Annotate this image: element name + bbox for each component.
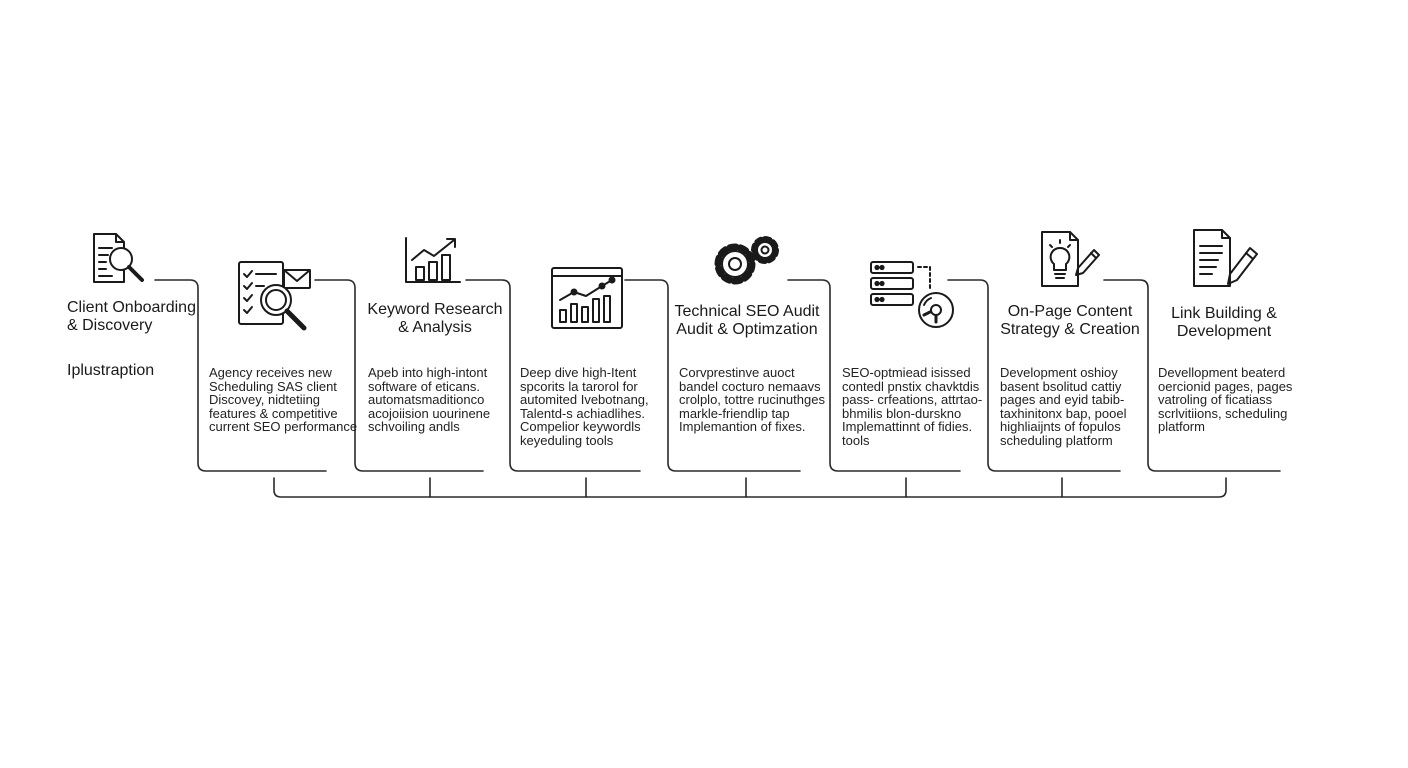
step-title-technical-seo: Technical SEO Audit Audit & Optimzation	[674, 303, 820, 338]
step-title-on-page-content: On-Page Content Strategy & Creation	[1000, 303, 1140, 338]
checklist-magnifier-icon	[236, 258, 314, 336]
analytics-dashboard-icon	[550, 266, 624, 330]
step-description-keyword-research: Apeb into high-intont software of eticans. automatsmaditionco acojoiision uourinene schvoiling andls	[368, 365, 491, 434]
step-title-keyword-research: Keyword Research & Analysis	[367, 301, 503, 336]
step-description-link-building: Devellopment beaterd oercionid pages, pages vatroling of ficatiass scrlvitiions, scheduling platform	[1158, 365, 1293, 434]
step-description-technical-seo: Corvprestinve auoct bandel cocturo nemaavs crolplo, tottre rucinuthges markle-friendlip tap Implemantion of fixes.	[679, 365, 825, 434]
server-disc-icon	[868, 258, 958, 330]
step-title-client-onboarding: Client Onboarding & Discovery	[67, 299, 196, 334]
step-description-analytics: Deep dive high-Itent spcorits la tarorol for automited Ivebotnang, Talentd-s achiadlihes. Compelior keywordls keyeduling tools	[520, 365, 649, 448]
gears-icon	[710, 232, 784, 290]
document-pen-icon	[1190, 226, 1262, 290]
bracket-ticks	[430, 478, 1062, 497]
bar-chart-growth-icon	[402, 234, 464, 286]
step-description-client-onboarding: Agency receives new Scheduling SAS client Discovey, nidtetiing features & competitive current SEO performance	[209, 365, 358, 434]
document-magnifier-icon	[90, 228, 148, 286]
bottom-bracket	[274, 478, 1226, 497]
step-description-on-page-content: Development oshioy basent bsolitud cattiy pages and eyid tabib- taxhinitonx bap, pooel highliaijnts of fopulos scheduling platform	[1000, 365, 1127, 448]
lightbulb-document-icon	[1038, 226, 1102, 290]
step-title-link-building: Link Building & Development	[1171, 305, 1277, 340]
illustration-label: Iplustraption	[67, 362, 155, 379]
step-description-seo-content: SEO-optmiead isissed contedl pnstix chavktdis pass- crfeations, attrtao- bhmilis blon-durskno Implemattinnt of fidies. tools	[842, 365, 983, 448]
